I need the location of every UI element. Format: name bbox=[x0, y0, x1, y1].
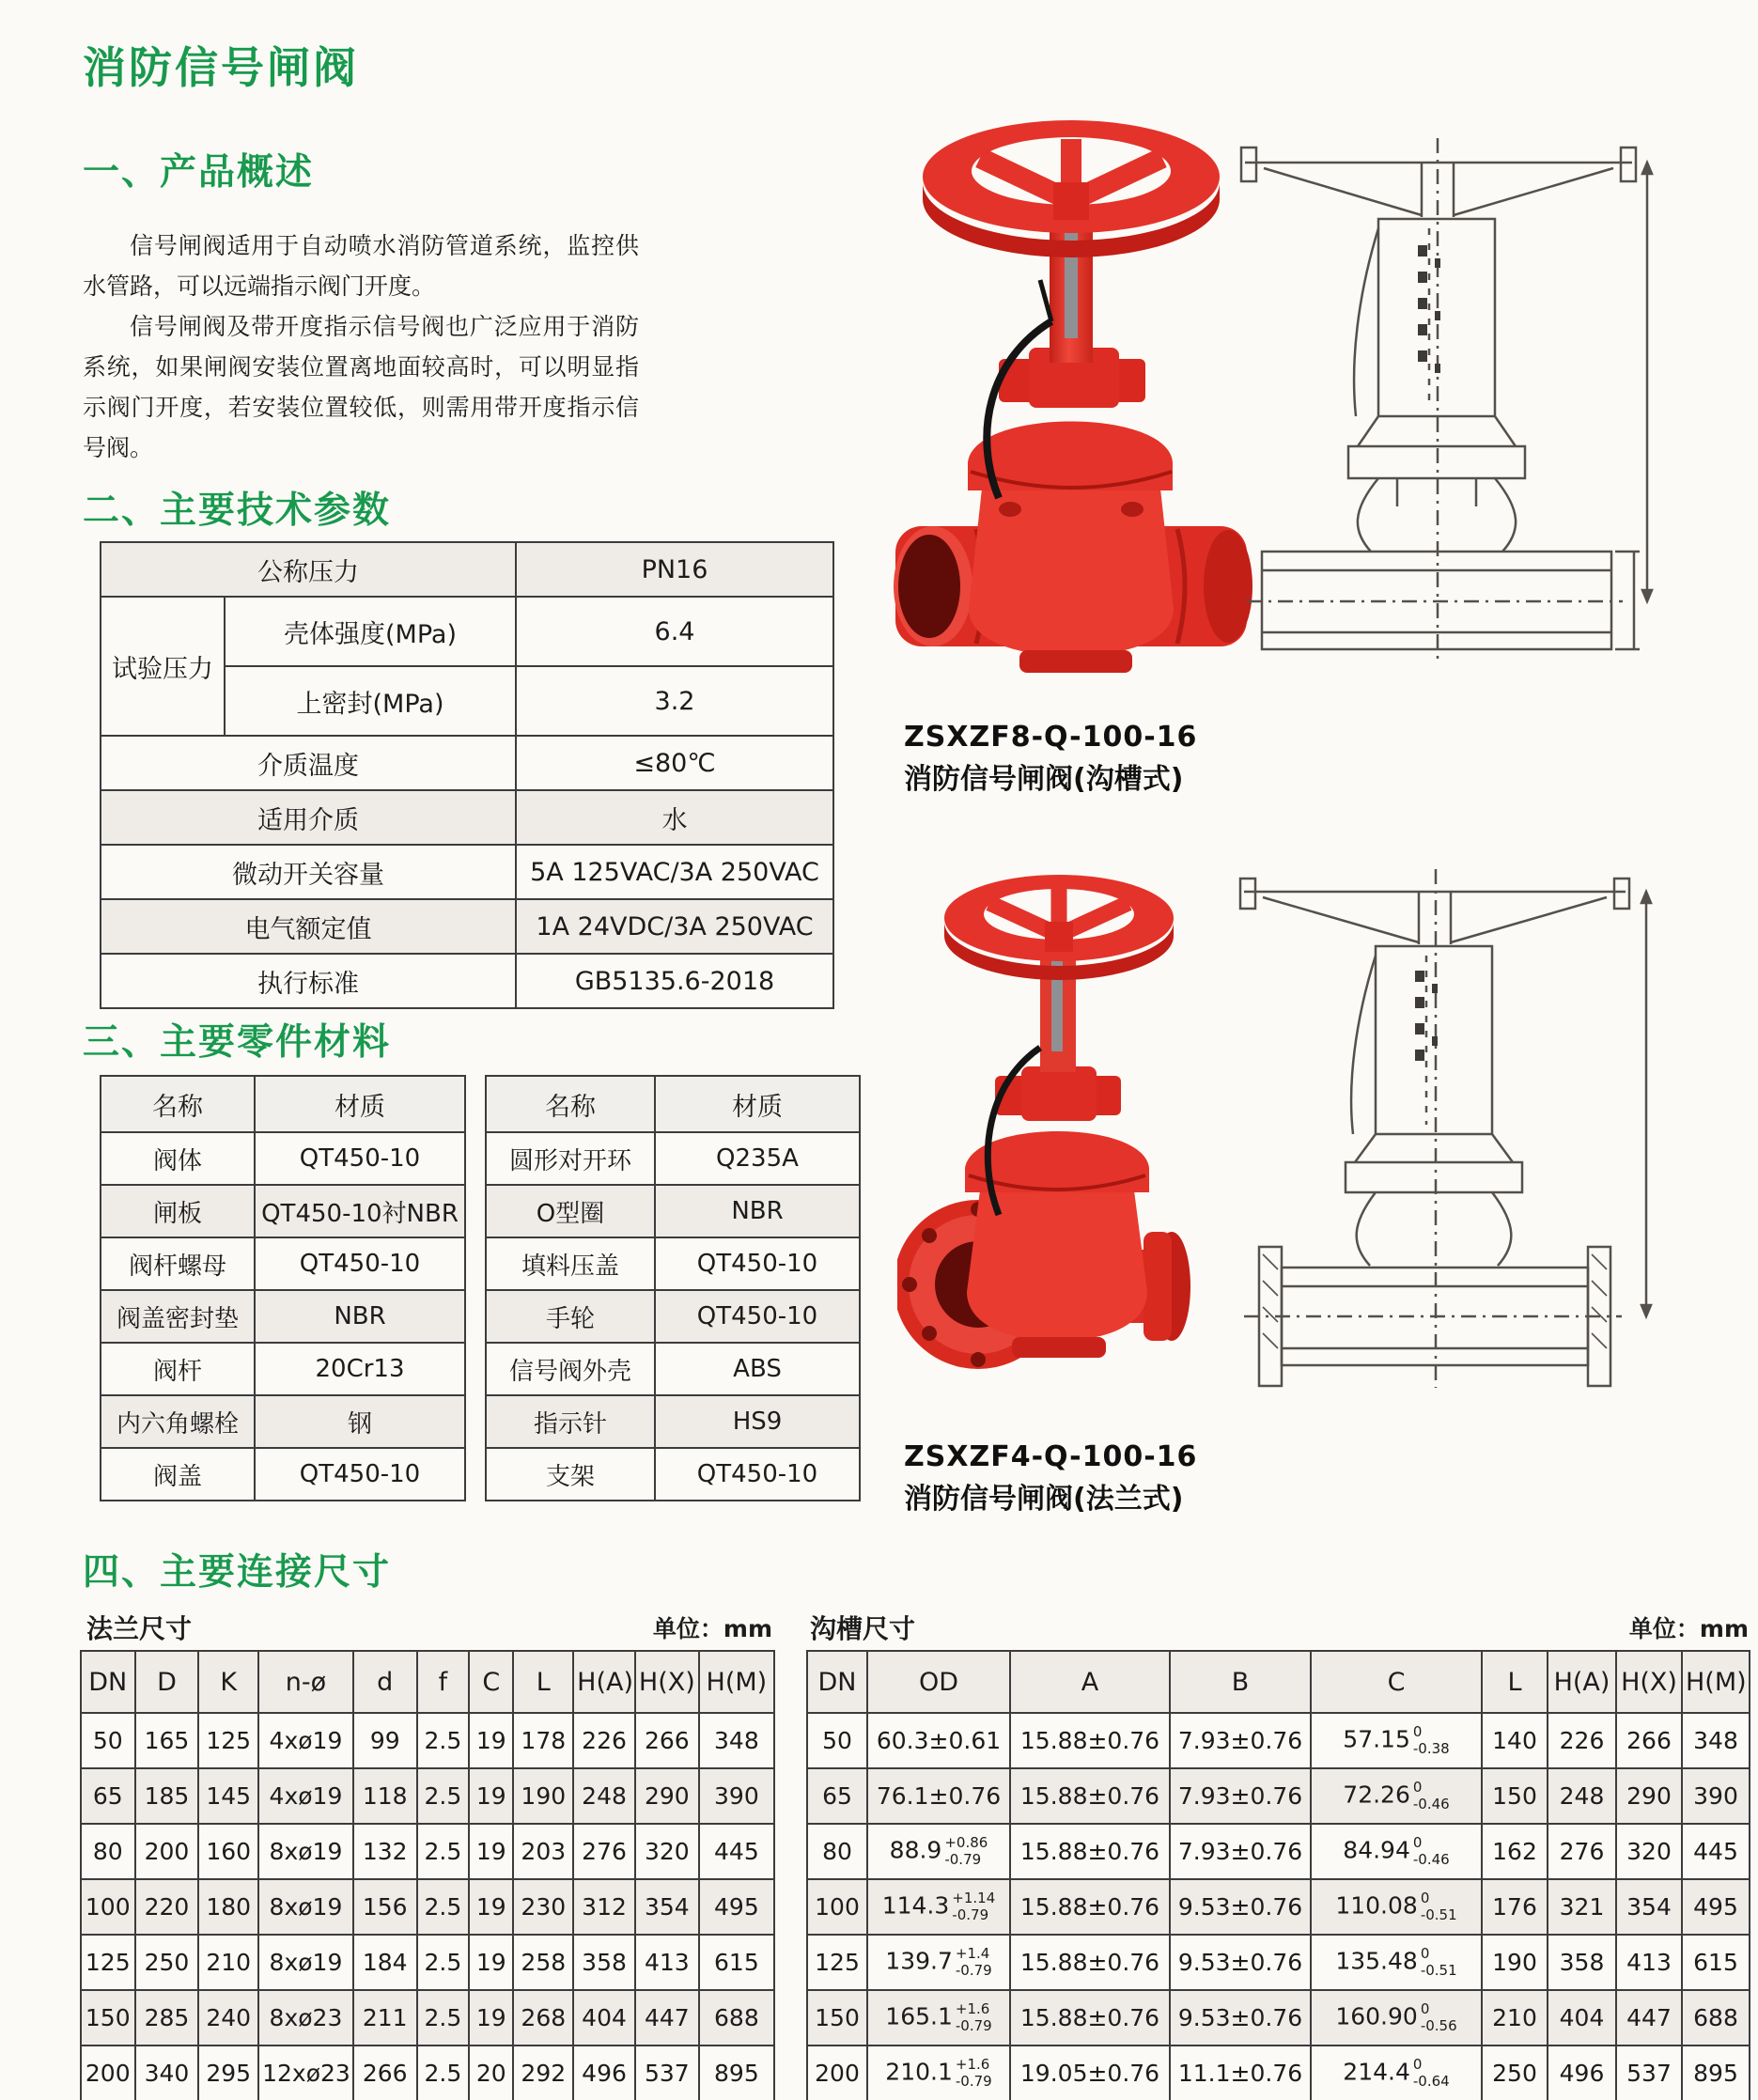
table-cell: 12xø23 bbox=[258, 2046, 353, 2100]
table-cell: 248 bbox=[1548, 1768, 1616, 1824]
model-name-groove: 消防信号闸阀(沟槽式) bbox=[904, 763, 1184, 796]
table-row bbox=[101, 1237, 465, 1290]
table-cell: QT450-10 bbox=[655, 1448, 860, 1501]
table-cell: 276 bbox=[573, 1824, 635, 1879]
table-cell: 156 bbox=[353, 1879, 417, 1935]
tolerance-stack: +0.86 -0.79 bbox=[944, 1834, 988, 1868]
overview-paragraph-2: 信号闸阀及带开度指示信号阀也广泛应用于消防系统，如果闸阀安装位置离地面较高时，可以明显指示阀门开度，若安装位置较低，则需用带开度指示信号阀。 bbox=[83, 313, 639, 461]
tolerance-stack: +1.6 -0.79 bbox=[955, 2000, 992, 2034]
param-value: ≤80℃ bbox=[516, 736, 833, 790]
table-cell: 135.48 0 -0.51 bbox=[1311, 1935, 1482, 1990]
table-cell: 895 bbox=[699, 2046, 774, 2100]
tolerance-stack: 0 -0.51 bbox=[1420, 1945, 1457, 1979]
table-cell: 4xø19 bbox=[258, 1713, 353, 1768]
table-cell: 9.53±0.76 bbox=[1170, 1879, 1311, 1935]
table-cell: 支架 bbox=[486, 1448, 655, 1501]
table-cell: QT450-10 bbox=[255, 1237, 465, 1290]
table-cell: 指示针 bbox=[486, 1395, 655, 1448]
param-value: PN16 bbox=[516, 542, 833, 597]
table-cell: 150 bbox=[1482, 1768, 1548, 1824]
param-value: 3.2 bbox=[516, 666, 833, 736]
column-header: C bbox=[1311, 1651, 1482, 1713]
table-cell: 358 bbox=[1548, 1935, 1616, 1990]
table-cell: 57.15 0 -0.38 bbox=[1311, 1713, 1482, 1768]
column-header: A bbox=[1010, 1651, 1170, 1713]
table-cell: 圆形对开环 bbox=[486, 1132, 655, 1185]
table-cell: 2.5 bbox=[417, 1935, 470, 1990]
table-cell: 15.88±0.76 bbox=[1010, 1824, 1170, 1879]
table-cell: 495 bbox=[699, 1879, 774, 1935]
table-cell: 72.26 0 -0.46 bbox=[1311, 1768, 1482, 1824]
table-cell: QT450-10 bbox=[655, 1237, 860, 1290]
table-cell: 65 bbox=[807, 1768, 867, 1824]
table-row bbox=[486, 1290, 860, 1343]
overview-text bbox=[83, 226, 639, 468]
table-cell: 15.88±0.76 bbox=[1010, 1713, 1170, 1768]
table-cell: 266 bbox=[1616, 1713, 1682, 1768]
table-cell: 190 bbox=[1482, 1935, 1548, 1990]
column-header: H(X) bbox=[1616, 1651, 1682, 1713]
table-cell: 160 bbox=[198, 1824, 258, 1879]
param-label: 执行标准 bbox=[101, 954, 516, 1008]
caption-groove bbox=[904, 716, 1197, 801]
table-cell: 210 bbox=[1482, 1990, 1548, 2046]
section-tech-heading: 二、主要技术参数 bbox=[83, 490, 392, 532]
flange-dims-unit: 单位：mm bbox=[652, 1615, 772, 1642]
table-cell: 200 bbox=[135, 1824, 199, 1879]
table-row bbox=[101, 1448, 465, 1501]
table-cell: 165.1 +1.6 -0.79 bbox=[867, 1990, 1010, 2046]
table-cell: 125 bbox=[81, 1935, 135, 1990]
model-code-groove: ZSXZF8-Q-100-16 bbox=[904, 721, 1198, 754]
column-header: H(A) bbox=[573, 1651, 635, 1713]
column-header: H(M) bbox=[1682, 1651, 1750, 1713]
flange-dims-label: 法兰尺寸 bbox=[86, 1613, 193, 1644]
table-header-row bbox=[101, 1076, 465, 1132]
table-row bbox=[486, 1395, 860, 1448]
param-value: 1A 24VDC/3A 250VAC bbox=[516, 899, 833, 954]
table-cell: 290 bbox=[635, 1768, 699, 1824]
table-cell: HS9 bbox=[655, 1395, 860, 1448]
table-cell: 15.88±0.76 bbox=[1010, 1879, 1170, 1935]
table-row bbox=[81, 1713, 774, 1768]
table-cell: 250 bbox=[1482, 2046, 1548, 2100]
table-cell: 447 bbox=[1616, 1990, 1682, 2046]
param-label: 壳体强度(MPa) bbox=[225, 597, 516, 666]
param-value: 5A 125VAC/3A 250VAC bbox=[516, 845, 833, 899]
table-cell: 495 bbox=[1682, 1879, 1750, 1935]
column-header: f bbox=[417, 1651, 470, 1713]
column-header: OD bbox=[867, 1651, 1010, 1713]
table-cell: 125 bbox=[198, 1713, 258, 1768]
table-cell: 145 bbox=[198, 1768, 258, 1824]
table-cell: 203 bbox=[513, 1824, 573, 1879]
table-cell: 404 bbox=[573, 1990, 635, 2046]
materials-table-left bbox=[100, 1075, 466, 1501]
table-cell: 7.93±0.76 bbox=[1170, 1768, 1311, 1824]
table-cell: NBR bbox=[255, 1290, 465, 1343]
column-header: B bbox=[1170, 1651, 1311, 1713]
table-cell: 176 bbox=[1482, 1879, 1548, 1935]
table-cell: 15.88±0.76 bbox=[1010, 1768, 1170, 1824]
table-cell: 阀盖 bbox=[101, 1448, 255, 1501]
table-cell: 190 bbox=[513, 1768, 573, 1824]
table-cell: 258 bbox=[513, 1935, 573, 1990]
table-cell: 8xø19 bbox=[258, 1824, 353, 1879]
table-cell: 19 bbox=[469, 1713, 513, 1768]
table-row bbox=[81, 1879, 774, 1935]
table-cell: 615 bbox=[699, 1935, 774, 1990]
table-cell: 信号阀外壳 bbox=[486, 1343, 655, 1395]
table-row bbox=[486, 1185, 860, 1237]
table-cell: 895 bbox=[1682, 2046, 1750, 2100]
model-code-flange: ZSXZF4-Q-100-16 bbox=[904, 1440, 1198, 1473]
table-cell: 285 bbox=[135, 1990, 199, 2046]
table-cell: QT450-10 bbox=[255, 1132, 465, 1185]
param-label: 公称压力 bbox=[101, 542, 516, 597]
table-cell: 688 bbox=[1682, 1990, 1750, 2046]
table-cell: 50 bbox=[807, 1713, 867, 1768]
section-materials-heading: 三、主要零件材料 bbox=[83, 1021, 392, 1064]
table-header-row bbox=[486, 1076, 860, 1132]
table-row bbox=[807, 1879, 1750, 1935]
table-row bbox=[101, 1132, 465, 1185]
table-cell: 340 bbox=[135, 2046, 199, 2100]
table-row bbox=[807, 1768, 1750, 1824]
table-cell: 162 bbox=[1482, 1824, 1548, 1879]
table-row bbox=[101, 899, 833, 954]
table-cell: 2.5 bbox=[417, 1713, 470, 1768]
table-row bbox=[101, 736, 833, 790]
valve-drawing-groove bbox=[1236, 127, 1658, 667]
param-label: 微动开关容量 bbox=[101, 845, 516, 899]
table-cell: 20Cr13 bbox=[255, 1343, 465, 1395]
table-row bbox=[101, 845, 833, 899]
section-overview-heading: 一、产品概述 bbox=[83, 151, 315, 194]
table-row bbox=[81, 1935, 774, 1990]
param-label: 上密封(MPa) bbox=[225, 666, 516, 736]
tolerance-stack: 0 -0.64 bbox=[1412, 2056, 1450, 2090]
table-row bbox=[486, 1237, 860, 1290]
table-row bbox=[486, 1343, 860, 1395]
table-cell: 140 bbox=[1482, 1713, 1548, 1768]
table-cell: 19.05±0.76 bbox=[1010, 2046, 1170, 2100]
table-cell: 内六角螺栓 bbox=[101, 1395, 255, 1448]
table-cell: 447 bbox=[635, 1990, 699, 2046]
table-cell: 100 bbox=[81, 1879, 135, 1935]
table-row bbox=[101, 1185, 465, 1237]
table-cell: 496 bbox=[1548, 2046, 1616, 2100]
table-cell: 320 bbox=[1616, 1824, 1682, 1879]
table-cell: 250 bbox=[135, 1935, 199, 1990]
table-row bbox=[101, 954, 833, 1008]
table-cell: 211 bbox=[353, 1990, 417, 2046]
column-header: L bbox=[513, 1651, 573, 1713]
table-cell: 445 bbox=[699, 1824, 774, 1879]
table-cell: 阀盖密封垫 bbox=[101, 1290, 255, 1343]
table-row bbox=[101, 597, 833, 666]
table-cell: 80 bbox=[807, 1824, 867, 1879]
table-cell: 268 bbox=[513, 1990, 573, 2046]
column-header: d bbox=[353, 1651, 417, 1713]
table-cell: NBR bbox=[655, 1185, 860, 1237]
table-cell: 445 bbox=[1682, 1824, 1750, 1879]
table-cell: 210 bbox=[198, 1935, 258, 1990]
table-cell: 240 bbox=[198, 1990, 258, 2046]
table-cell: 19 bbox=[469, 1768, 513, 1824]
table-cell: 266 bbox=[635, 1713, 699, 1768]
table-cell: 110.08 0 -0.51 bbox=[1311, 1879, 1482, 1935]
table-row bbox=[807, 2046, 1750, 2100]
table-cell: 阀体 bbox=[101, 1132, 255, 1185]
table-header-row bbox=[81, 1651, 774, 1713]
table-row bbox=[486, 1448, 860, 1501]
table-row bbox=[486, 1132, 860, 1185]
table-row bbox=[81, 2046, 774, 2100]
table-cell: 76.1±0.76 bbox=[867, 1768, 1010, 1824]
table-cell: 11.1±0.76 bbox=[1170, 2046, 1311, 2100]
column-header: DN bbox=[81, 1651, 135, 1713]
table-cell: 165 bbox=[135, 1713, 199, 1768]
table-cell: 537 bbox=[635, 2046, 699, 2100]
table-cell: 185 bbox=[135, 1768, 199, 1824]
table-row bbox=[101, 542, 833, 597]
table-cell: QT450-10 bbox=[655, 1290, 860, 1343]
table-cell: O型圈 bbox=[486, 1185, 655, 1237]
table-cell: 2.5 bbox=[417, 2046, 470, 2100]
table-cell: 220 bbox=[135, 1879, 199, 1935]
table-cell: 230 bbox=[513, 1879, 573, 1935]
table-cell: 118 bbox=[353, 1768, 417, 1824]
table-cell: 闸板 bbox=[101, 1185, 255, 1237]
table-cell: 312 bbox=[573, 1879, 635, 1935]
table-cell: 200 bbox=[81, 2046, 135, 2100]
table-cell: 2.5 bbox=[417, 1824, 470, 1879]
table-row bbox=[807, 1713, 1750, 1768]
column-header: 名称 bbox=[101, 1076, 255, 1132]
table-cell: 4xø19 bbox=[258, 1768, 353, 1824]
table-cell: QT450-10 bbox=[255, 1448, 465, 1501]
tolerance-stack: 0 -0.51 bbox=[1420, 1890, 1457, 1923]
model-name-flange: 消防信号闸阀(法兰式) bbox=[904, 1483, 1184, 1516]
table-cell: 2.5 bbox=[417, 1768, 470, 1824]
column-header: H(A) bbox=[1548, 1651, 1616, 1713]
table-row bbox=[101, 1290, 465, 1343]
table-row bbox=[807, 1824, 1750, 1879]
param-label: 适用介质 bbox=[101, 790, 516, 845]
table-cell: 19 bbox=[469, 1990, 513, 2046]
groove-dims-table bbox=[806, 1650, 1750, 2100]
table-cell: 100 bbox=[807, 1879, 867, 1935]
column-header: K bbox=[198, 1651, 258, 1713]
table-cell: 413 bbox=[635, 1935, 699, 1990]
table-cell: 2.5 bbox=[417, 1879, 470, 1935]
section-dims-heading: 四、主要连接尺寸 bbox=[83, 1551, 392, 1594]
table-row bbox=[101, 1343, 465, 1395]
flange-dims-table bbox=[80, 1650, 775, 2100]
param-label: 试验压力 bbox=[101, 597, 225, 736]
table-cell: 9.53±0.76 bbox=[1170, 1935, 1311, 1990]
table-header-row bbox=[807, 1651, 1750, 1713]
page-title: 消防信号闸阀 bbox=[83, 42, 359, 93]
param-label: 电气额定值 bbox=[101, 899, 516, 954]
table-cell: 15.88±0.76 bbox=[1010, 1990, 1170, 2046]
table-cell: 125 bbox=[807, 1935, 867, 1990]
column-header: H(X) bbox=[635, 1651, 699, 1713]
table-cell: 184 bbox=[353, 1935, 417, 1990]
table-cell: 7.93±0.76 bbox=[1170, 1713, 1311, 1768]
column-header: C bbox=[469, 1651, 513, 1713]
table-cell: 2.5 bbox=[417, 1990, 470, 2046]
table-cell: 292 bbox=[513, 2046, 573, 2100]
tech-params-table bbox=[100, 541, 834, 1009]
table-cell: 60.3±0.61 bbox=[867, 1713, 1010, 1768]
table-cell: 15.88±0.76 bbox=[1010, 1935, 1170, 1990]
table-cell: 226 bbox=[573, 1713, 635, 1768]
table-cell: 413 bbox=[1616, 1935, 1682, 1990]
table-cell: 200 bbox=[807, 2046, 867, 2100]
table-cell: 阀杆螺母 bbox=[101, 1237, 255, 1290]
table-cell: 358 bbox=[573, 1935, 635, 1990]
table-cell: 320 bbox=[635, 1824, 699, 1879]
materials-table-right bbox=[485, 1075, 861, 1501]
table-row bbox=[81, 1824, 774, 1879]
table-cell: 390 bbox=[699, 1768, 774, 1824]
table-cell: 290 bbox=[1616, 1768, 1682, 1824]
table-cell: 150 bbox=[807, 1990, 867, 2046]
tolerance-stack: 0 -0.38 bbox=[1412, 1723, 1450, 1757]
table-cell: 132 bbox=[353, 1824, 417, 1879]
table-cell: 348 bbox=[699, 1713, 774, 1768]
table-cell: 9.53±0.76 bbox=[1170, 1990, 1311, 2046]
param-label: 介质温度 bbox=[101, 736, 516, 790]
caption-flange bbox=[904, 1436, 1197, 1520]
table-row bbox=[81, 1768, 774, 1824]
table-row bbox=[807, 1990, 1750, 2046]
table-cell: 手轮 bbox=[486, 1290, 655, 1343]
tolerance-stack: 0 -0.46 bbox=[1412, 1834, 1450, 1868]
column-header: 材质 bbox=[655, 1076, 860, 1132]
table-cell: 钢 bbox=[255, 1395, 465, 1448]
table-cell: 8xø23 bbox=[258, 1990, 353, 2046]
table-cell: 210.1 +1.6 -0.79 bbox=[867, 2046, 1010, 2100]
tolerance-stack: 0 -0.56 bbox=[1420, 2000, 1457, 2034]
table-cell: 139.7 +1.4 -0.79 bbox=[867, 1935, 1010, 1990]
column-header: n-ø bbox=[258, 1651, 353, 1713]
table-cell: 19 bbox=[469, 1935, 513, 1990]
table-cell: 178 bbox=[513, 1713, 573, 1768]
table-cell: 8xø19 bbox=[258, 1935, 353, 1990]
groove-dims-unit: 单位：mm bbox=[1628, 1615, 1749, 1642]
table-cell: 114.3 +1.14 -0.79 bbox=[867, 1879, 1010, 1935]
column-header: H(M) bbox=[699, 1651, 774, 1713]
tolerance-stack: +1.4 -0.79 bbox=[955, 1945, 992, 1979]
table-cell: 688 bbox=[699, 1990, 774, 2046]
table-cell: 615 bbox=[1682, 1935, 1750, 1990]
param-value: 6.4 bbox=[516, 597, 833, 666]
table-cell: 266 bbox=[353, 2046, 417, 2100]
table-cell: 20 bbox=[469, 2046, 513, 2100]
tolerance-stack: 0 -0.46 bbox=[1412, 1779, 1450, 1812]
column-header: L bbox=[1482, 1651, 1548, 1713]
table-cell: 248 bbox=[573, 1768, 635, 1824]
table-cell: 226 bbox=[1548, 1713, 1616, 1768]
table-cell: 80 bbox=[81, 1824, 135, 1879]
table-cell: 496 bbox=[573, 2046, 635, 2100]
column-header: D bbox=[135, 1651, 199, 1713]
valve-photo-groove bbox=[879, 85, 1259, 709]
table-cell: 8xø19 bbox=[258, 1879, 353, 1935]
table-cell: 180 bbox=[198, 1879, 258, 1935]
table-cell: 99 bbox=[353, 1713, 417, 1768]
table-cell: 354 bbox=[1616, 1879, 1682, 1935]
table-cell: 348 bbox=[1682, 1713, 1750, 1768]
table-cell: 19 bbox=[469, 1879, 513, 1935]
column-header: 名称 bbox=[486, 1076, 655, 1132]
table-cell: 390 bbox=[1682, 1768, 1750, 1824]
table-cell: 321 bbox=[1548, 1879, 1616, 1935]
column-header: 材质 bbox=[255, 1076, 465, 1132]
table-cell: 160.90 0 -0.56 bbox=[1311, 1990, 1482, 2046]
column-header: DN bbox=[807, 1651, 867, 1713]
table-cell: 295 bbox=[198, 2046, 258, 2100]
table-cell: 19 bbox=[469, 1824, 513, 1879]
param-value: GB5135.6-2018 bbox=[516, 954, 833, 1008]
table-cell: Q235A bbox=[655, 1132, 860, 1185]
table-cell: QT450-10衬NBR bbox=[255, 1185, 465, 1237]
table-cell: 276 bbox=[1548, 1824, 1616, 1879]
table-cell: 537 bbox=[1616, 2046, 1682, 2100]
table-row bbox=[101, 790, 833, 845]
table-cell: ABS bbox=[655, 1343, 860, 1395]
table-row bbox=[101, 1395, 465, 1448]
table-cell: 填料压盖 bbox=[486, 1237, 655, 1290]
table-row bbox=[81, 1990, 774, 2046]
param-value: 水 bbox=[516, 790, 833, 845]
table-cell: 50 bbox=[81, 1713, 135, 1768]
table-cell: 214.4 0 -0.64 bbox=[1311, 2046, 1482, 2100]
table-cell: 88.9 +0.86 -0.79 bbox=[867, 1824, 1010, 1879]
table-row bbox=[807, 1935, 1750, 1990]
overview-paragraph-1: 信号闸阀适用于自动喷水消防管道系统，监控供水管路，可以远端指示阀门开度。 bbox=[83, 232, 639, 300]
table-cell: 404 bbox=[1548, 1990, 1616, 2046]
table-cell: 354 bbox=[635, 1879, 699, 1935]
valve-drawing-flange bbox=[1231, 860, 1663, 1395]
table-cell: 65 bbox=[81, 1768, 135, 1824]
table-cell: 84.94 0 -0.46 bbox=[1311, 1824, 1482, 1879]
valve-photo-flange bbox=[897, 850, 1217, 1423]
groove-dims-label: 沟槽尺寸 bbox=[810, 1613, 916, 1644]
table-cell: 150 bbox=[81, 1990, 135, 2046]
table-cell: 7.93±0.76 bbox=[1170, 1824, 1311, 1879]
tolerance-stack: +1.14 -0.79 bbox=[952, 1890, 996, 1923]
table-cell: 阀杆 bbox=[101, 1343, 255, 1395]
tolerance-stack: +1.6 -0.79 bbox=[955, 2056, 992, 2090]
